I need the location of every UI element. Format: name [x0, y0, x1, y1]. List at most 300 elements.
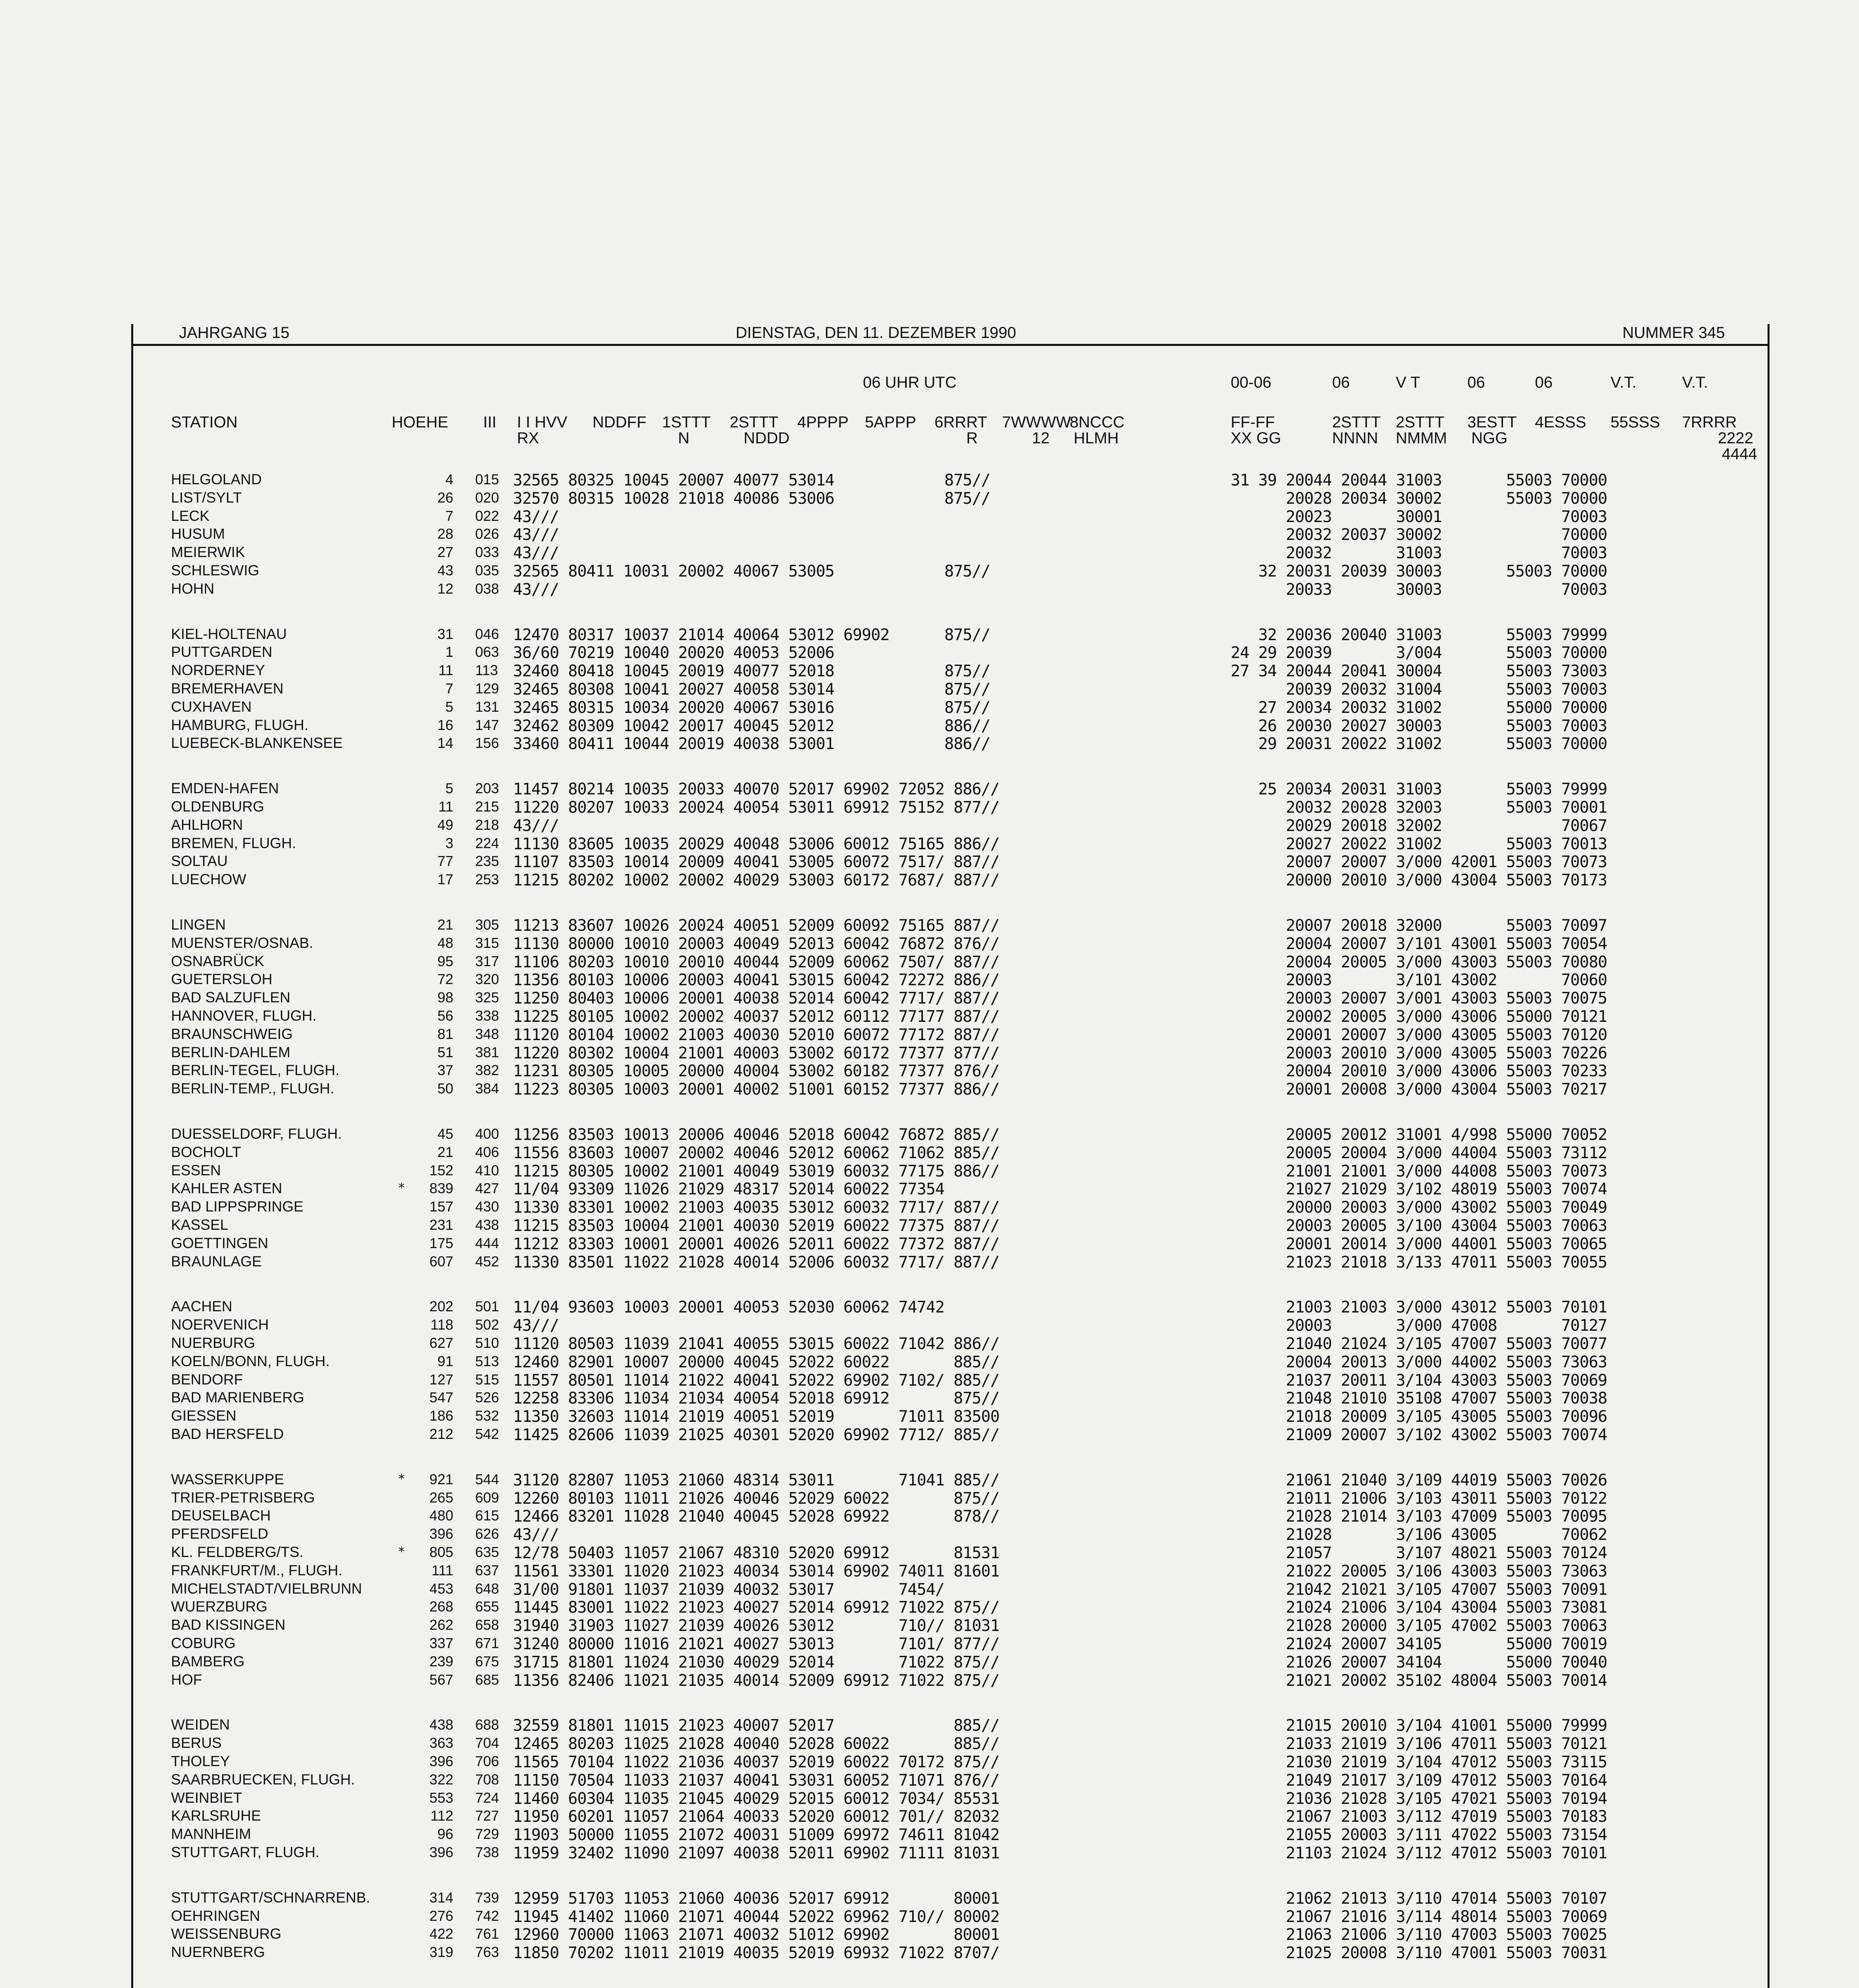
- observation-groups: 11220 80207 10033 20024 40054 53011 69912 75152 877//: [513, 798, 1000, 817]
- station-name: ESSEN: [171, 1162, 221, 1178]
- time-aux-label: 06: [1535, 374, 1553, 391]
- station-index: 046: [475, 626, 499, 642]
- station-elevation: 21: [437, 916, 453, 933]
- station-index: 218: [475, 817, 499, 833]
- station-elevation: 127: [429, 1371, 453, 1388]
- observation-groups: 12465 80203 11025 21028 40040 52028 60022 885//: [513, 1735, 1000, 1753]
- station-index: 156: [475, 735, 499, 751]
- station-name: OSNABRÜCK: [171, 953, 264, 969]
- station-index: 532: [475, 1408, 499, 1424]
- station-name: MICHELSTADT/VIELBRUNN: [171, 1580, 362, 1597]
- time-aux-label: 06: [1332, 374, 1350, 391]
- supplementary-groups: 21040 21024 3/105 47007 55003 70077: [1231, 1335, 1607, 1353]
- observation-groups: 11130 80000 10010 20003 40049 52013 60042 76872 876//: [513, 935, 1000, 953]
- station-index: 348: [475, 1026, 499, 1042]
- observation-groups: 11950 60201 11057 21064 40033 52020 60012 701// 82032: [513, 1807, 1000, 1826]
- column-header: HOEHE: [392, 414, 449, 431]
- station-name: BREMERHAVEN: [171, 680, 284, 697]
- supplementary-groups: 20000 20010 3/000 43004 55003 70173: [1231, 871, 1607, 889]
- station-elevation: 11: [438, 798, 453, 815]
- time-main-label: 06 UHR UTC: [863, 374, 957, 391]
- station-index: 022: [475, 508, 499, 524]
- station-name: KAHLER ASTEN: [171, 1180, 282, 1196]
- observation-groups: 32465 80308 10041 20027 40058 53014 875//: [513, 680, 991, 699]
- station-elevation: 72: [437, 971, 453, 987]
- station-elevation: 265: [429, 1489, 453, 1506]
- station-index: 452: [475, 1253, 499, 1270]
- supplementary-groups: 20039 20032 31004 55003 70003: [1231, 680, 1607, 699]
- supplementary-groups: 20003 20010 3/000 43005 55003 70226: [1231, 1044, 1607, 1062]
- time-aux-label: 06: [1467, 374, 1485, 391]
- station-index: 253: [475, 871, 499, 887]
- station-name: SOLTAU: [171, 853, 228, 869]
- supplementary-groups: 20003 20005 3/100 43004 55003 70063: [1231, 1217, 1607, 1235]
- station-index: 382: [475, 1062, 499, 1078]
- column-header: FF-FF: [1231, 414, 1275, 431]
- station-name: TRIER-PETRISBERG: [171, 1489, 315, 1506]
- station-index: 063: [475, 644, 499, 660]
- station-name: HANNOVER, FLUGH.: [171, 1008, 317, 1024]
- supplementary-groups: 21003 21003 3/000 43012 55003 70101: [1231, 1298, 1607, 1316]
- time-aux-label: V.T.: [1682, 374, 1708, 391]
- mountain-station-mark: *: [398, 1471, 406, 1486]
- station-index: 727: [475, 1807, 499, 1824]
- station-name: AHLHORN: [171, 817, 243, 833]
- column-header: 4PPPP: [797, 414, 849, 431]
- station-elevation: 43: [437, 562, 453, 579]
- station-elevation: 16: [437, 717, 453, 733]
- time-aux-label: V T: [1396, 374, 1420, 391]
- column-header: 2STTT: [730, 414, 779, 431]
- station-name: CUXHAVEN: [171, 699, 252, 715]
- observation-groups: 11556 83603 10007 20002 40046 52012 60062 71062 885//: [513, 1144, 1000, 1162]
- station-elevation: 839: [429, 1180, 453, 1196]
- station-name: WEIDEN: [171, 1716, 230, 1733]
- station-index: 738: [475, 1844, 499, 1860]
- column-header: I I HVV: [517, 414, 567, 431]
- observation-groups: 11220 80302 10004 21001 40003 53002 60172 77377 877//: [513, 1044, 1000, 1062]
- supplementary-groups: 20004 20013 3/000 44002 55003 73063: [1231, 1353, 1607, 1371]
- station-name: BENDORF: [171, 1371, 243, 1388]
- observation-groups: 32462 80309 10042 20017 40045 52012 886//: [513, 717, 991, 735]
- station-name: BRAUNLAGE: [171, 1253, 262, 1270]
- station-index: 038: [475, 580, 499, 597]
- station-elevation: 553: [429, 1790, 453, 1806]
- station-index: 675: [475, 1653, 499, 1670]
- observation-groups: 43///: [513, 1316, 559, 1335]
- station-name: EMDEN-HAFEN: [171, 780, 279, 796]
- observation-groups: 11/04 93603 10003 20001 40053 52030 60062 74742: [513, 1298, 944, 1316]
- supplementary-groups: 21024 20007 34105 55000 70019: [1231, 1635, 1607, 1653]
- station-name: OLDENBURG: [171, 798, 264, 815]
- supplementary-groups: 20003 3/101 43002 70060: [1231, 971, 1607, 989]
- observation-groups: 11215 80202 10002 20002 40029 53003 60172 7687/ 887//: [513, 871, 1000, 889]
- station-elevation: 31: [437, 626, 453, 642]
- station-elevation: 4: [445, 471, 453, 487]
- station-name: BAD LIPPSPRINGE: [171, 1198, 304, 1215]
- station-index: 729: [475, 1826, 499, 1842]
- column-header: HLMH: [1074, 429, 1119, 447]
- station-name: BERLIN-TEMP., FLUGH.: [171, 1080, 334, 1097]
- station-elevation: 77: [437, 853, 453, 869]
- station-index: 020: [475, 489, 499, 506]
- station-name: LUEBECK-BLANKENSEE: [171, 735, 343, 751]
- observation-groups: 11/04 93309 11026 21029 48317 52014 60022 77354: [513, 1180, 944, 1198]
- column-header: 2STTT: [1396, 414, 1445, 431]
- station-elevation: 805: [429, 1544, 453, 1560]
- observation-groups: 12460 82901 10007 20000 40045 52022 60022 885//: [513, 1353, 1000, 1371]
- station-elevation: 396: [429, 1526, 453, 1542]
- observation-groups: 11106 80203 10010 20010 40044 52009 60062 7507/ 887//: [513, 953, 1000, 971]
- supplementary-groups: 21061 21040 3/109 44019 55003 70026: [1231, 1471, 1607, 1489]
- station-name: AACHEN: [171, 1298, 233, 1314]
- supplementary-groups: 24 29 20039 3/004 55003 70000: [1231, 644, 1607, 662]
- column-header: NDDFF: [592, 414, 647, 431]
- supplementary-groups: 20029 20018 32002 70067: [1231, 817, 1607, 835]
- station-index: 338: [475, 1008, 499, 1024]
- station-elevation: 231: [429, 1217, 453, 1233]
- station-elevation: 37: [437, 1062, 453, 1078]
- station-elevation: 50: [437, 1080, 453, 1097]
- observation-groups: 36/60 70219 10040 20020 40053 52006: [513, 644, 834, 662]
- supplementary-groups: 20005 20012 31001 4/998 55000 70052: [1231, 1126, 1607, 1144]
- station-name: MEIERWIK: [171, 544, 245, 560]
- station-name: BRAUNSCHWEIG: [171, 1026, 293, 1042]
- station-index: 739: [475, 1889, 499, 1906]
- column-header-extra: 4444: [1722, 445, 1757, 463]
- station-name: THOLEY: [171, 1753, 230, 1769]
- observation-groups: 12258 83306 11034 21034 40054 52018 69912 875//: [513, 1389, 1000, 1408]
- station-index: 035: [475, 562, 499, 579]
- station-index: 542: [475, 1426, 499, 1442]
- station-index: 544: [475, 1471, 499, 1487]
- observation-groups: 12470 80317 10037 21014 40064 53012 69902 875//: [513, 626, 991, 644]
- column-header: RX: [517, 429, 539, 447]
- station-index: 515: [475, 1371, 499, 1388]
- station-index: 742: [475, 1908, 499, 1924]
- station-index: 724: [475, 1790, 499, 1806]
- station-elevation: 81: [437, 1026, 453, 1042]
- station-index: 510: [475, 1335, 499, 1351]
- supplementary-groups: 20000 20003 3/000 43002 55003 70049: [1231, 1198, 1607, 1217]
- observation-groups: 31715 81801 11024 21030 40029 52014 71022 875//: [513, 1653, 1000, 1672]
- station-elevation: 51: [437, 1044, 453, 1060]
- station-name: SAARBRUECKEN, FLUGH.: [171, 1771, 355, 1788]
- supplementary-groups: 20023 30001 70003: [1231, 508, 1607, 526]
- supplementary-groups: 20002 20005 3/000 43006 55000 70121: [1231, 1008, 1607, 1026]
- station-elevation: 11: [438, 662, 453, 678]
- supplementary-groups: 21021 20002 35102 48004 55003 70014: [1231, 1672, 1607, 1690]
- supplementary-groups: 20001 20014 3/000 44001 55003 70065: [1231, 1235, 1607, 1253]
- observation-groups: 11107 83503 10014 20009 40041 53005 60072 7517/ 887//: [513, 853, 1000, 871]
- station-elevation: 547: [429, 1389, 453, 1406]
- station-name: COBURG: [171, 1635, 236, 1651]
- station-index: 706: [475, 1753, 499, 1769]
- supplementary-groups: 20001 20008 3/000 43004 55003 70217: [1231, 1080, 1607, 1099]
- column-header: 7WWWW: [1002, 414, 1071, 431]
- station-name: BERLIN-TEGEL, FLUGH.: [171, 1062, 340, 1078]
- station-index: 317: [475, 953, 499, 969]
- supplementary-groups: 20033 30003 70003: [1231, 580, 1607, 599]
- observation-groups: 12/78 50403 11057 21067 48310 52020 69912 81531: [513, 1544, 1000, 1562]
- station-name: WUERZBURG: [171, 1598, 268, 1615]
- column-header: 3ESTT: [1467, 414, 1517, 431]
- station-name: BAD MARIENBERG: [171, 1389, 305, 1406]
- station-elevation: 212: [429, 1426, 453, 1442]
- station-index: 147: [475, 717, 499, 733]
- issue-number: NUMMER 345: [1622, 324, 1725, 342]
- station-index: 444: [475, 1235, 499, 1251]
- station-elevation: 607: [429, 1253, 453, 1270]
- station-elevation: 12: [437, 580, 453, 597]
- station-index: 430: [475, 1198, 499, 1215]
- observation-groups: 43///: [513, 526, 559, 544]
- station-name: HAMBURG, FLUGH.: [171, 717, 309, 733]
- observation-groups: 11213 83607 10026 20024 40051 52009 60092 75165 887//: [513, 916, 1000, 935]
- station-index: 033: [475, 544, 499, 560]
- supplementary-groups: 21015 20010 3/104 41001 55000 79999: [1231, 1716, 1607, 1735]
- station-elevation: 363: [429, 1735, 453, 1751]
- observation-groups: 11445 83001 11022 21023 40027 52014 69912 71022 875//: [513, 1598, 1000, 1617]
- supplementary-groups: 26 20030 20027 30003 55003 70003: [1231, 717, 1607, 735]
- observation-groups: 11150 70504 11033 21037 40041 53031 60052 71071 876//: [513, 1771, 1000, 1790]
- station-elevation: 453: [429, 1580, 453, 1597]
- observation-groups: 11561 33301 11020 21023 40034 53014 69902 74011 81601: [513, 1562, 1000, 1580]
- supplementary-groups: 21001 21001 3/000 44008 55003 70073: [1231, 1162, 1607, 1180]
- observation-groups: 32559 81801 11015 21023 40007 52017 885//: [513, 1716, 1000, 1735]
- supplementary-groups: 20004 20010 3/000 43006 55003 70233: [1231, 1062, 1607, 1080]
- column-header: 8NCCC: [1070, 414, 1125, 431]
- observation-groups: 11350 32603 11014 21019 40051 52019 71011 83500: [513, 1408, 1000, 1426]
- station-elevation: 202: [429, 1298, 453, 1314]
- observation-groups: 11223 80305 10003 20001 40002 51001 60152 77377 886//: [513, 1080, 1000, 1099]
- supplementary-groups: 29 20031 20022 31002 55003 70000: [1231, 735, 1607, 753]
- column-header: 7RRRR: [1682, 414, 1737, 431]
- supplementary-groups: 21037 20011 3/104 43003 55003 70069: [1231, 1371, 1607, 1390]
- supplementary-groups: 21030 21019 3/104 47012 55003 73115: [1231, 1753, 1607, 1771]
- observation-groups: 11250 80403 10006 20001 40038 52014 60042 7717/ 887//: [513, 989, 1000, 1008]
- observation-groups: 11215 83503 10004 21001 40030 52019 60022 77375 887//: [513, 1217, 1000, 1235]
- supplementary-groups: 20003 3/000 47008 70127: [1231, 1316, 1607, 1335]
- station-index: 609: [475, 1489, 499, 1506]
- station-index: 635: [475, 1544, 499, 1560]
- time-aux-label: V.T.: [1610, 374, 1637, 391]
- station-name: HUSUM: [171, 526, 225, 542]
- supplementary-groups: 21067 21003 3/112 47019 55003 70183: [1231, 1807, 1607, 1826]
- observation-groups: 11256 83503 10013 20006 40046 52018 60042 76872 885//: [513, 1126, 1000, 1144]
- column-header: STATION: [171, 414, 238, 431]
- station-index: 502: [475, 1316, 499, 1333]
- station-index: 305: [475, 916, 499, 933]
- observation-groups: 11330 83301 10002 21003 40035 53012 60032 7717/ 887//: [513, 1198, 1000, 1217]
- station-name: BAD HERSFELD: [171, 1426, 284, 1442]
- station-index: 113: [475, 662, 498, 678]
- observation-groups: 12466 83201 11028 21040 40045 52028 69922 878//: [513, 1507, 1000, 1526]
- station-elevation: 1: [445, 644, 453, 660]
- station-name: KASSEL: [171, 1217, 228, 1233]
- station-index: 685: [475, 1672, 499, 1688]
- station-name: LECK: [171, 508, 210, 524]
- supplementary-groups: 20032 20037 30002 70000: [1231, 526, 1607, 544]
- station-name: WASSERKUPPE: [171, 1471, 284, 1487]
- station-elevation: 28: [437, 526, 453, 542]
- station-name: FRANKFURT/M., FLUGH.: [171, 1562, 342, 1578]
- supplementary-groups: 27 20034 20032 31002 55000 70000: [1231, 699, 1607, 717]
- station-elevation: 921: [429, 1471, 453, 1487]
- supplementary-groups: 20027 20022 31002 55003 70013: [1231, 835, 1607, 853]
- observation-groups: 11120 80503 11039 21041 40055 53015 60022 71042 886//: [513, 1335, 1000, 1353]
- observation-groups: 31940 31903 11027 21039 40026 53012 710// 81031: [513, 1617, 1000, 1635]
- station-elevation: 91: [437, 1353, 453, 1369]
- station-index: 513: [475, 1353, 499, 1369]
- station-elevation: 27: [437, 544, 453, 560]
- observation-groups: 11959 32402 11090 21097 40038 52011 69902 71111 81031: [513, 1844, 1000, 1862]
- header-rule: [131, 344, 1770, 346]
- station-index: 615: [475, 1507, 499, 1524]
- mountain-station-mark: *: [398, 1180, 406, 1195]
- station-elevation: 111: [431, 1562, 453, 1578]
- supplementary-groups: 21055 20003 3/111 47022 55003 73154: [1231, 1826, 1607, 1844]
- observation-groups: 33460 80411 10044 20019 40038 53001 886//: [513, 735, 991, 753]
- station-name: LUECHOW: [171, 871, 247, 887]
- observation-groups: 11215 80305 10002 21001 40049 53019 60032 77175 886//: [513, 1162, 1000, 1180]
- supplementary-groups: 21057 3/107 48021 55003 70124: [1231, 1544, 1607, 1562]
- supplementary-groups: 31 39 20044 20044 31003 55003 70000: [1231, 471, 1607, 489]
- station-elevation: 95: [437, 953, 453, 969]
- observation-groups: 11225 80105 10002 20002 40037 52012 60112 77177 887//: [513, 1008, 1000, 1026]
- station-index: 526: [475, 1389, 499, 1406]
- station-elevation: 175: [429, 1235, 453, 1251]
- supplementary-groups: 21022 20005 3/106 43003 55003 73063: [1231, 1562, 1607, 1580]
- station-index: 648: [475, 1580, 499, 1597]
- supplementary-groups: 20007 20007 3/000 42001 55003 70073: [1231, 853, 1607, 871]
- station-index: 501: [475, 1298, 499, 1314]
- station-name: BAD KISSINGEN: [171, 1617, 286, 1633]
- station-index: 400: [475, 1126, 499, 1142]
- station-name: DEUSELBACH: [171, 1507, 271, 1524]
- supplementary-groups: 20001 20007 3/000 43005 55003 70120: [1231, 1026, 1607, 1044]
- observation-groups: 11330 83501 11022 21028 40014 52006 60032 7717/ 887//: [513, 1253, 1000, 1272]
- station-index: 704: [475, 1735, 499, 1751]
- observation-groups: 32570 80315 10028 21018 40086 53006 875//: [513, 489, 991, 508]
- observation-groups: 43///: [513, 817, 559, 835]
- column-header: NNNN: [1332, 429, 1378, 447]
- station-index: 761: [475, 1926, 499, 1942]
- station-name: NUERNBERG: [171, 1944, 265, 1960]
- station-index: 015: [475, 471, 499, 487]
- supplementary-groups: 20004 20005 3/000 43003 55003 70080: [1231, 953, 1607, 971]
- station-elevation: 276: [429, 1908, 453, 1924]
- observation-groups: 11356 82406 11021 21035 40014 52009 69912 71022 875//: [513, 1672, 1000, 1690]
- observation-groups: 11565 70104 11022 21036 40037 52019 60022 70172 875//: [513, 1753, 1000, 1771]
- station-elevation: 21: [437, 1144, 453, 1160]
- station-elevation: 319: [429, 1944, 453, 1960]
- station-index: 626: [475, 1526, 499, 1542]
- observation-groups: 43///: [513, 1526, 559, 1544]
- station-elevation: 48: [437, 935, 453, 951]
- supplementary-groups: 21063 21006 3/110 47003 55003 70025: [1231, 1926, 1607, 1944]
- station-name: HOHN: [171, 580, 214, 597]
- station-elevation: 314: [429, 1889, 453, 1906]
- supplementary-groups: 21023 21018 3/133 47011 55003 70055: [1231, 1253, 1607, 1272]
- station-elevation: 186: [429, 1408, 453, 1424]
- station-elevation: 96: [437, 1826, 453, 1842]
- supplementary-groups: 21028 21014 3/103 47009 55003 70095: [1231, 1507, 1607, 1526]
- time-aux-label: 00-06: [1231, 374, 1272, 391]
- column-header: 1STTT: [662, 414, 711, 431]
- supplementary-groups: 20032 20028 32003 55003 70001: [1231, 798, 1607, 817]
- supplementary-groups: 21048 21010 35108 47007 55003 70038: [1231, 1389, 1607, 1408]
- supplementary-groups: 20005 20004 3/000 44004 55003 73112: [1231, 1144, 1607, 1162]
- station-name: SCHLESWIG: [171, 562, 260, 579]
- station-elevation: 627: [429, 1335, 453, 1351]
- observation-groups: 12960 70000 11063 21071 40032 51012 69902 80001: [513, 1926, 1000, 1944]
- supplementary-groups: 21033 21019 3/106 47011 55003 70121: [1231, 1735, 1607, 1753]
- station-index: 026: [475, 526, 499, 542]
- station-elevation: 49: [437, 817, 453, 833]
- station-elevation: 7: [445, 680, 453, 697]
- station-elevation: 262: [429, 1617, 453, 1633]
- station-index: 203: [475, 780, 499, 796]
- station-name: NUERBURG: [171, 1335, 255, 1351]
- station-elevation: 268: [429, 1598, 453, 1615]
- observation-groups: 11850 70202 11011 21019 40035 52019 69932 71022 8707/: [513, 1944, 1000, 1962]
- station-name: LINGEN: [171, 916, 226, 933]
- station-elevation: 438: [429, 1716, 453, 1733]
- station-name: KARLSRUHE: [171, 1807, 261, 1824]
- observation-groups: 31120 82807 11053 21060 48314 53011 71041 885//: [513, 1471, 1000, 1489]
- observation-groups: 11425 82606 11039 21025 40301 52020 69902 7712/ 885//: [513, 1426, 1000, 1444]
- supplementary-groups: 21009 20007 3/102 43002 55003 70074: [1231, 1426, 1607, 1444]
- station-index: 381: [475, 1044, 499, 1060]
- supplementary-groups: 20028 20034 30002 55003 70000: [1231, 489, 1607, 508]
- station-elevation: 3: [445, 835, 453, 851]
- supplementary-groups: 32 20036 20040 31003 55003 79999: [1231, 626, 1607, 644]
- column-header: R: [966, 429, 978, 447]
- mountain-station-mark: *: [398, 1544, 406, 1559]
- supplementary-groups: 21026 20007 34104 55000 70040: [1231, 1653, 1607, 1672]
- station-elevation: 17: [437, 871, 453, 887]
- station-elevation: 26: [437, 489, 453, 506]
- supplementary-groups: 21036 21028 3/105 47021 55003 70194: [1231, 1790, 1607, 1808]
- column-header: XX GG: [1231, 429, 1281, 447]
- station-index: 235: [475, 853, 499, 869]
- station-index: 215: [475, 798, 499, 815]
- station-name: HELGOLAND: [171, 471, 262, 487]
- station-name: BERLIN-DAHLEM: [171, 1044, 291, 1060]
- observation-groups: 32565 80325 10045 20007 40077 53014 875//: [513, 471, 991, 489]
- observation-groups: 11457 80214 10035 20033 40070 52017 69902 72052 886//: [513, 780, 1000, 798]
- supplementary-groups: 21025 20008 3/110 47001 55003 70031: [1231, 1944, 1607, 1962]
- station-name: BAMBERG: [171, 1653, 245, 1670]
- station-name: NORDERNEY: [171, 662, 265, 678]
- station-index: 406: [475, 1144, 499, 1160]
- station-index: 688: [475, 1716, 499, 1733]
- column-header: 12: [1032, 429, 1050, 447]
- observation-groups: 31240 80000 11016 21021 40027 53013 7101/ 877//: [513, 1635, 1000, 1653]
- observation-groups: 11120 80104 10002 21003 40030 52010 60072 77172 887//: [513, 1026, 1000, 1044]
- station-elevation: 480: [429, 1507, 453, 1524]
- station-index: 325: [475, 989, 499, 1006]
- column-header: N: [678, 429, 690, 447]
- station-name: OEHRINGEN: [171, 1908, 260, 1924]
- supplementary-groups: 20003 20007 3/001 43003 55003 70075: [1231, 989, 1607, 1008]
- supplementary-groups: 21018 20009 3/105 43005 55003 70096: [1231, 1408, 1607, 1426]
- station-index: 129: [475, 680, 499, 697]
- supplementary-groups: 21028 3/106 43005 70062: [1231, 1526, 1607, 1544]
- supplementary-groups: 20007 20018 32000 55003 70097: [1231, 916, 1607, 935]
- column-header: NDDD: [744, 429, 790, 447]
